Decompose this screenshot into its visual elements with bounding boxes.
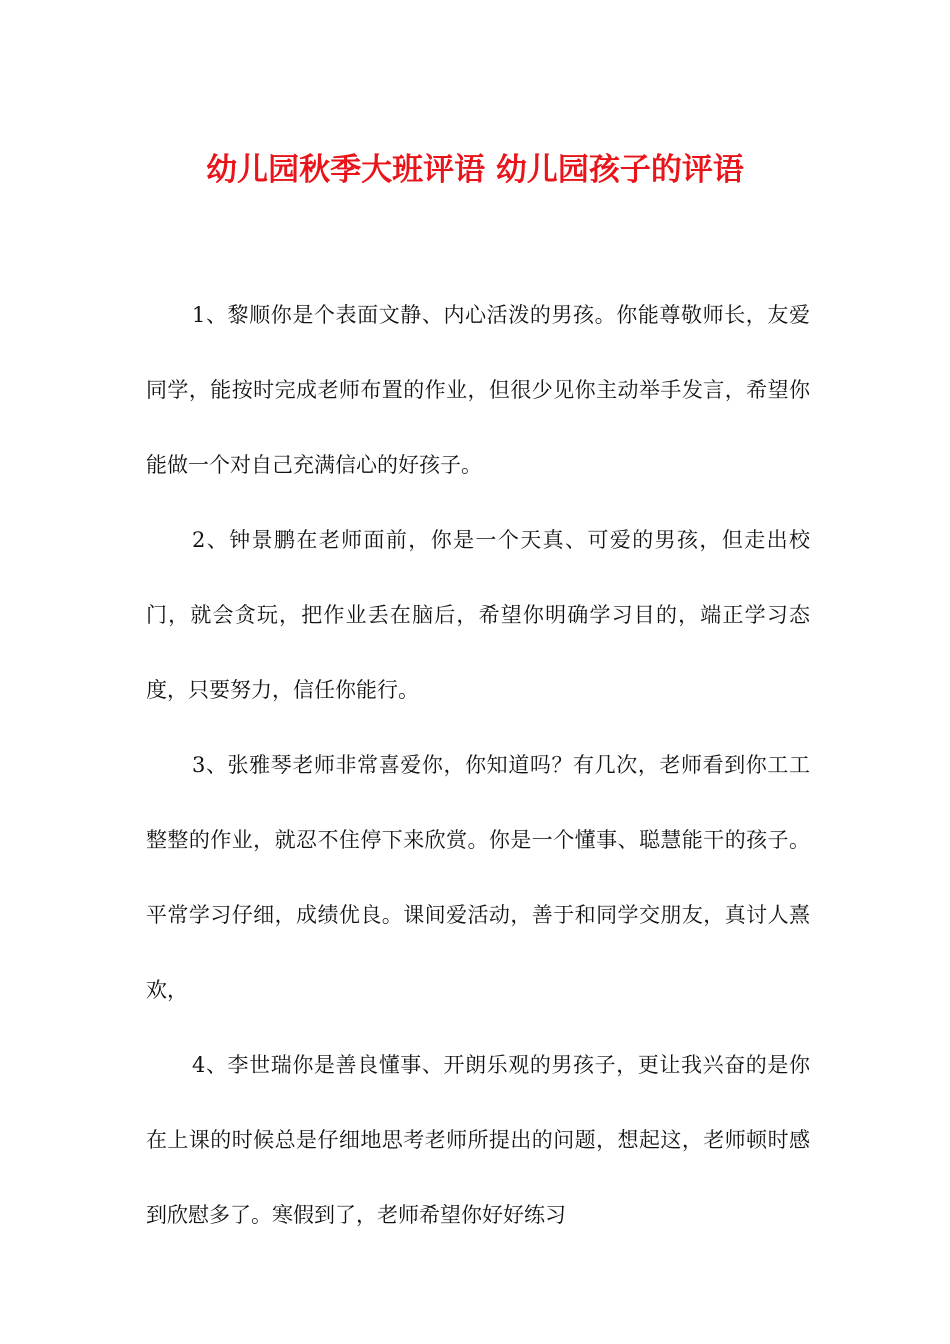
paragraph-4: 4、李世瑞你是善良懂事、开朗乐观的男孩子，更让我兴奋的是你在上课的时候总是仔细地思考老师所提出的问题，想起这，老师顿时感到欣慰多了。寒假到了，老师希望你好好练习 (146, 1053, 810, 1227)
paragraph-3: 3、张雅琴老师非常喜爱你，你知道吗？有几次，老师看到你工工整整的作业，就忍不住停下来欣赏。你是一个懂事、聪慧能干的孩子。平常学习仔细，成绩优良。课间爱活动，善于和同学交朋友，真讨人熹欢， (146, 753, 810, 1002)
document-body (146, 278, 810, 1253)
paragraph-2: 2、钟景鹏在老师面前，你是一个天真、可爱的男孩，但走出校门，就会贪玩，把作业丢在脑后，希望你明确学习目的，端正学习态度，只要努力，信任你能行。 (146, 528, 810, 702)
document-title: 幼儿园秋季大班评语 幼儿园孩子的评语 (206, 152, 744, 188)
paragraph-1: 1、黎顺你是个表面文静、内心活泼的男孩。你能尊敬师长，友爱同学，能按时完成老师布置的作业，但很少见你主动举手发言，希望你能做一个对自己充满信心的好孩子。 (146, 303, 810, 477)
